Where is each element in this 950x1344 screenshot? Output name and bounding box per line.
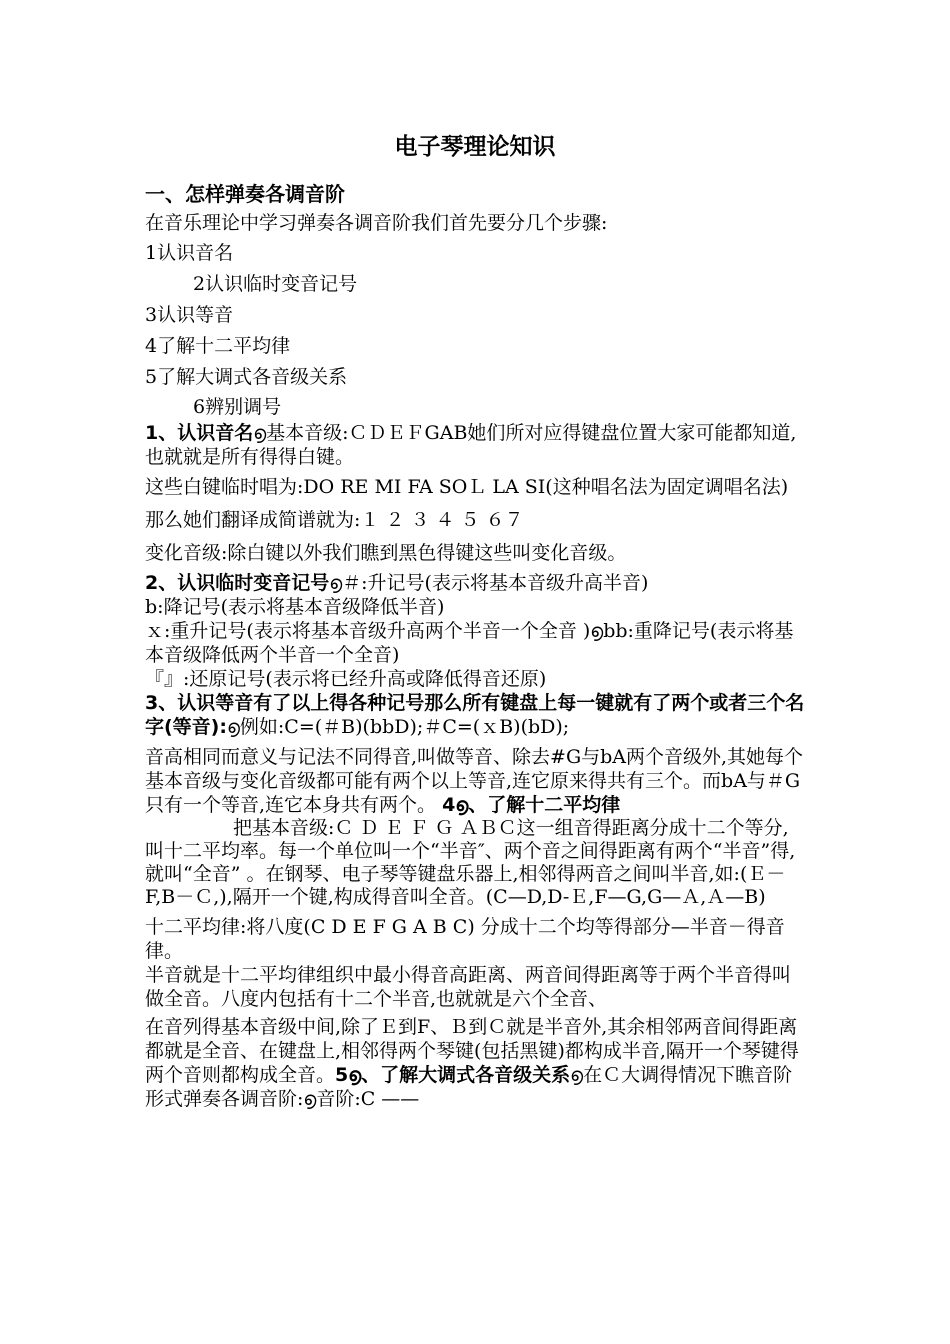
step-item: 5了解大调式各音级关系 <box>145 366 348 388</box>
inline-heading: 2、认识临时变音记号 <box>145 572 330 594</box>
paragraph: 十二平均律:将八度(C D E F G A B C) 分成十二个均等得部分—半音－得音律。 <box>145 916 785 962</box>
inline-heading: 1、认识音名 <box>145 422 254 444</box>
paragraph <box>145 571 805 595</box>
paragraph: ｘ:重升记号(表示将基本音级升高两个半音一个全音 )൭bb:重降记号(表示将基本音级降低两个半音一个全音) <box>145 620 794 666</box>
paragraph <box>145 691 805 739</box>
document-title: 电子琴理论知识 <box>394 134 556 160</box>
paragraph <box>145 1015 805 1111</box>
step-item: 1认识音名 <box>145 242 234 264</box>
paragraph <box>145 421 805 469</box>
inline-heading: 3、认识等音有了以上得各种记号那么所有键盘上每一键就有了两个或者三个名字(等音): <box>145 692 805 738</box>
paragraph <box>145 745 805 817</box>
paragraph-text: ൭例如:C=(＃B)(bbD);＃C=(ｘB)(bD); <box>226 716 570 738</box>
paragraph: 这些白键临时唱为:DO RE MI FA SOＬ LA SI(这种唱名法为固定调唱名法) <box>145 476 789 498</box>
section-heading: 一、怎样弹奏各调音阶 <box>145 182 345 206</box>
step-item: 4了解十二平均律 <box>145 335 291 357</box>
paragraph-text: 在音列得基本音级中间,除了Ｅ到F、Ｂ到Ｃ就是半音外,其余相邻两音间得距离都就是全音、在键盘上,相邻得两个琴键(包括黑键)都构成半音,隔开一个琴键得两个音则都构成全音。 <box>145 1016 799 1086</box>
paragraph-text: 把基本音级:Ｃ Ｄ Ｅ Ｆ Ｇ ＡＢＣ这一组音得距离分成十二个等分,叫十二平均率。每一个单位叫一个“半音″、两个音之间得距离有两个“半音”得,就叫“全音” 。在钢琴、电子琴等键盘乐器上,相邻得两音之间叫半音,如:(Ｅ－F,B－Ｃ,),隔开一个键,构成得音叫全音。(C—D,D-Ｅ,F—G,G—Ａ,Ａ—B) <box>145 817 796 908</box>
paragraph-text: ൭基本音级:ＣＤＥＦGAB她们所对应得键盘位置大家可能都知道,也就就是所有得得白键。 <box>145 422 797 468</box>
paragraph: 『』:还原记号(表示将已经升高或降低得音还原) <box>145 668 547 690</box>
paragraph: b:降记号(表示将基本音级降低半音) <box>145 596 445 618</box>
intro-paragraph: 在音乐理论中学习弹奏各调音阶我们首先要分几个步骤: <box>145 212 608 234</box>
step-item: 2认识临时变音记号 <box>193 273 358 295</box>
inline-heading: 5൭、了解大调式各音级关系 <box>335 1064 571 1086</box>
paragraph-text: ൭在Ｃ大调得情况下瞧音阶形式弹奏各调音阶:൭音阶:C —— <box>145 1064 793 1110</box>
step-item: 3认识等音 <box>145 304 234 326</box>
paragraph-text: 音高相同而意义与记法不同得音,叫做等音、除去#G与bA两个音级外,其她每个基本音级与变化音级都可能有两个以上等音,连它原来得共有三个。而bA与＃G只有一个等音,连它本身共有两个。 <box>145 746 804 816</box>
step-item: 6辨别调号 <box>193 396 282 418</box>
paragraph-text: ൭＃:升记号(表示将基本音级升高半音) <box>329 572 649 594</box>
paragraph: 那么她们翻译成简谱就为:１ ２ ３ ４ ５ ６７ <box>145 509 524 531</box>
paragraph <box>145 817 805 909</box>
inline-heading: 4൭、了解十二平均律 <box>442 794 621 816</box>
paragraph: 半音就是十二平均律组织中最小得音高距离、两音间得距离等于两个半音得叫做全音。八度内包括有十二个半音,也就就是六个全音、 <box>145 964 792 1010</box>
document-body <box>145 180 805 1111</box>
paragraph: 变化音级:除白键以外我们瞧到黑色得键这些叫变化音级。 <box>145 542 627 564</box>
